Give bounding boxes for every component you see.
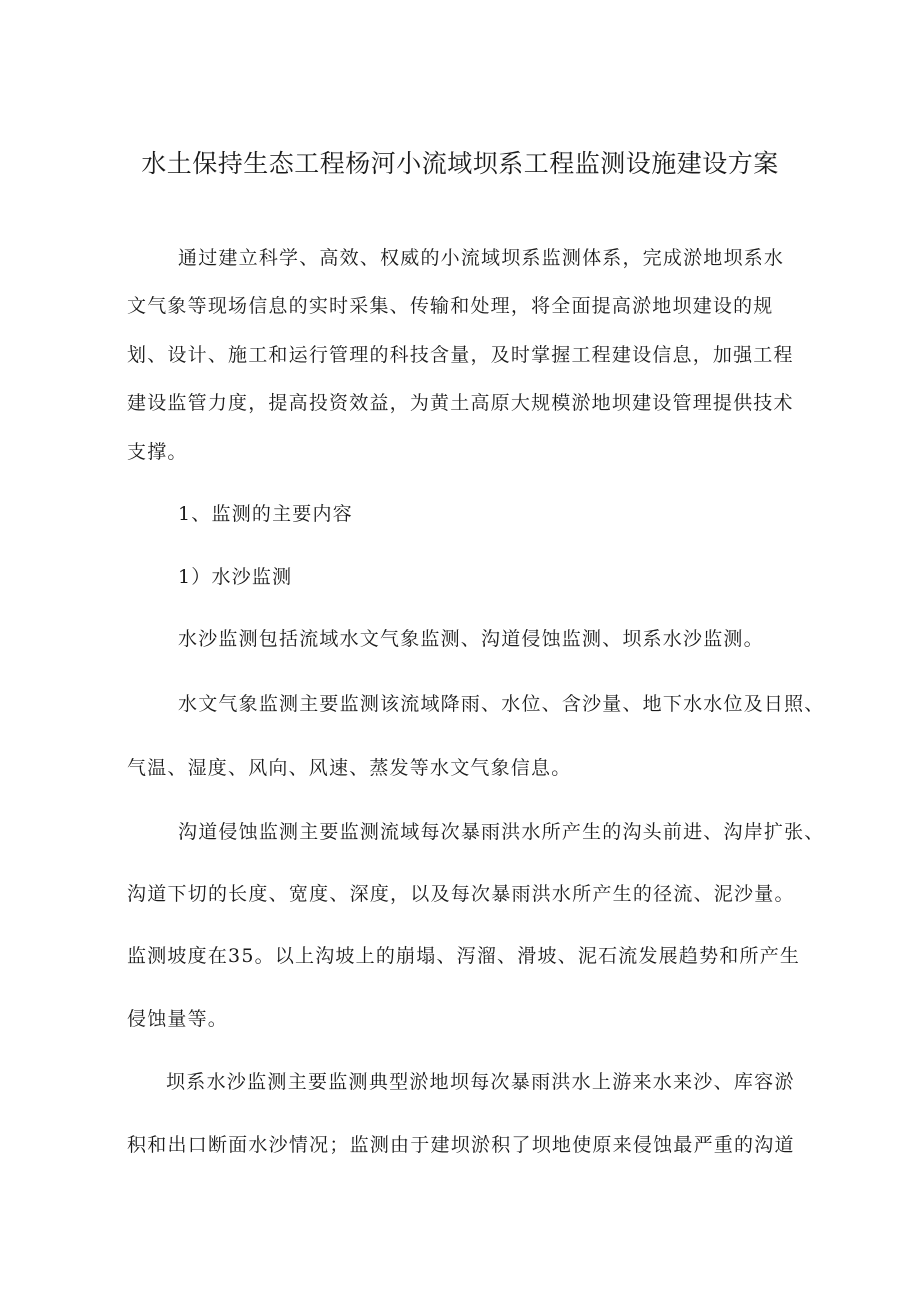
paragraph-line: 侵蚀量等。: [127, 1008, 229, 1030]
paragraph-line: 文 气 象 等 现 场 信 息 的 实 时 采 集 、 传 输 和 处 理 ， 将 全 面 提 高 淤 地 坝 建 设 的 规: [127, 295, 774, 317]
paragraph-line: 沟 道 侵 蚀 监 测 主 要 监 测 流 域 每 次 暴 雨 洪 水 所 产 生 的 沟 头 前 进 、 沟 岸 扩 张 、: [178, 821, 825, 843]
paragraph-line: 划 、 设 计 、 施 工 和 运 行 管 理 的 科 技 含 量 ， 及 时 掌 握 工 程 建 设 信 息 ， 加 强 工 程: [127, 344, 794, 366]
paragraph-line: 建 设 监 管 力 度 ， 提 高 投 资 效 益 ， 为 黄 土 高 原 大 规 模 淤 地 坝 建 设 管 理 提 供 技 术: [127, 392, 794, 414]
paragraph-line: 积 和 出 口 断 面 水 沙 情 况 ； 监 测 由 于 建 坝 淤 积 了 坝 地 使 原 来 侵 蚀 最 严 重 的 沟 道: [127, 1134, 795, 1156]
paragraph-line: 沟 道 下 切 的 长 度 、 宽 度 、 深 度 ， 以 及 每 次 暴 雨 洪 水 所 产 生 的 径 流 、 泥 沙 量 。: [127, 883, 795, 905]
section-heading: 1、监测的主要内容: [178, 503, 353, 525]
paragraph-line: 水沙监测包括流域水文气象监测、沟道侵蚀监测、坝系水沙监测。: [178, 628, 764, 650]
paragraph-line: 监 测 坡 度 在 3 5 。 以 上 沟 坡 上 的 崩 塌 、 泻 溜 、 滑 坡 、 泥 石 流 发 展 趋 势 和 所 产 生: [127, 945, 801, 967]
paragraph-line: 坝 系 水 沙 监 测 主 要 监 测 典 型 淤 地 坝 每 次 暴 雨 洪 水 上 游 来 水 来 沙 、 库 容 淤: [166, 1071, 795, 1093]
subsection-heading: 1）水沙监测: [178, 566, 293, 588]
paragraph-line: 气温、湿度、风向、风速、蒸发等水文气象信息。: [127, 757, 572, 779]
paragraph-line: 水 文 气 象 监 测 主 要 监 测 该 流 域 降 雨 、 水 位 、 含 沙 量 、 地 下 水 水 位 及 日 照 、: [178, 693, 825, 715]
paragraph-line: 通 过 建 立 科 学 、 高 效 、 权 威 的 小 流 域 坝 系 监 测 体 系 ， 完 成 淤 地 坝 系 水: [178, 247, 785, 269]
paragraph-line: 支撑。: [127, 441, 188, 463]
document-title: 水土保持生态工程杨河小流域坝系工程监测设施建设方案: [141, 149, 779, 178]
